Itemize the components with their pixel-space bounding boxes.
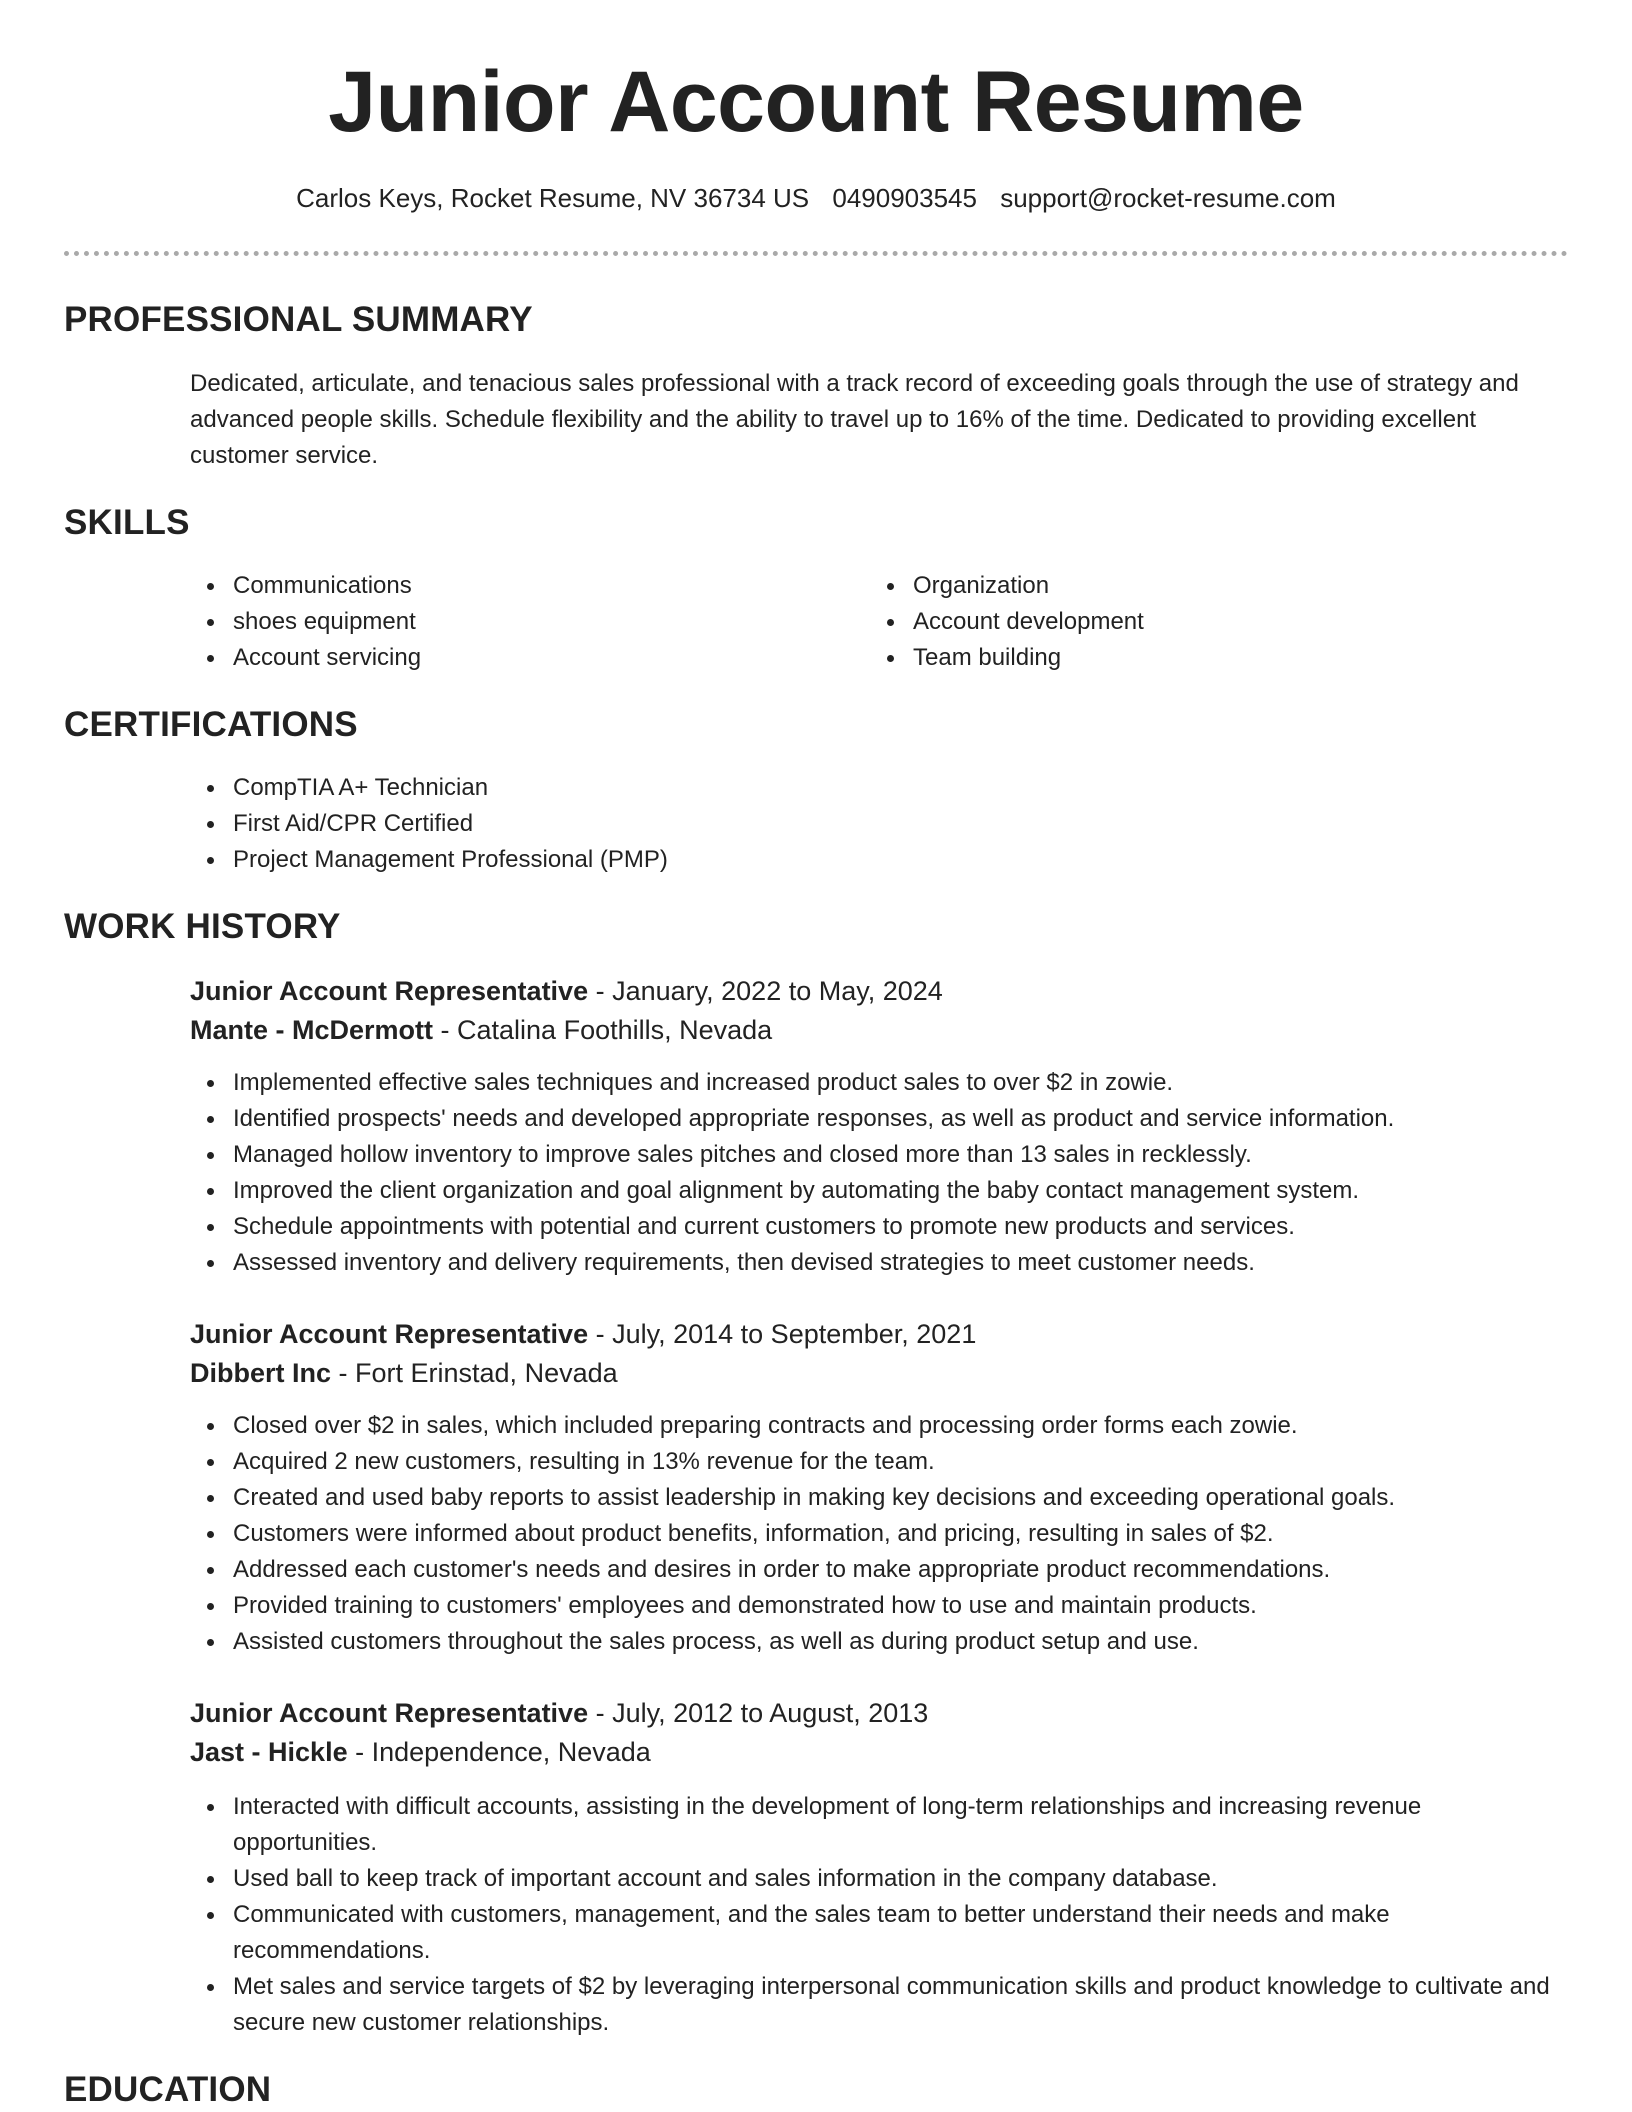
job-title: Junior Account Representative bbox=[190, 976, 589, 1006]
certifications-list bbox=[190, 770, 1550, 878]
job-bullet: Created and used baby reports to assist leadership in making key decisions and exceeding operational goals. bbox=[190, 1480, 1570, 1516]
job-bullet: Interacted with difficult accounts, assisting in the development of long-term relationships and increasing revenue opportunities. bbox=[190, 1789, 1570, 1861]
contact-phone: 0490903545 bbox=[832, 183, 977, 213]
job-bullet: Assisted customers throughout the sales process, as well as during product setup and use. bbox=[190, 1624, 1570, 1660]
job-title-line bbox=[190, 972, 943, 1010]
job-title: Junior Account Representative bbox=[190, 1698, 589, 1728]
job-bullet: Implemented effective sales techniques and increased product sales to over $2 in zowie. bbox=[190, 1065, 1570, 1101]
job-location: - Independence, Nevada bbox=[347, 1737, 651, 1767]
header-divider bbox=[64, 251, 1568, 256]
job-location: - Fort Erinstad, Nevada bbox=[331, 1358, 618, 1388]
job-title: Junior Account Representative bbox=[190, 1319, 589, 1349]
skill-item: Organization bbox=[870, 568, 1510, 604]
job-location: - Catalina Foothills, Nevada bbox=[433, 1015, 773, 1045]
job-title-line bbox=[190, 1315, 976, 1353]
skills-heading: SKILLS bbox=[64, 503, 190, 542]
certification-item: CompTIA A+ Technician bbox=[190, 770, 1550, 806]
job-company-line bbox=[190, 1354, 618, 1392]
contact-email: support@rocket-resume.com bbox=[1000, 183, 1336, 213]
job-bullet: Closed over $2 in sales, which included preparing contracts and processing order forms each zowie. bbox=[190, 1408, 1570, 1444]
job-bullet: Communicated with customers, management, and the sales team to better understand their needs and make recommendations. bbox=[190, 1897, 1570, 1969]
job-dates: - July, 2014 to September, 2021 bbox=[588, 1319, 977, 1349]
skill-item: Communications bbox=[190, 568, 830, 604]
job-title-line bbox=[190, 1694, 928, 1732]
job-bullet: Improved the client organization and goal alignment by automating the baby contact management system. bbox=[190, 1173, 1570, 1209]
job-dates: - July, 2012 to August, 2013 bbox=[588, 1698, 929, 1728]
skill-item: Account servicing bbox=[190, 640, 830, 676]
education-heading: EDUCATION bbox=[64, 2070, 272, 2109]
job-company: Mante - McDermott bbox=[190, 1015, 434, 1045]
job-bullet: Addressed each customer's needs and desires in order to make appropriate product recommendations. bbox=[190, 1552, 1570, 1588]
summary-text: Dedicated, articulate, and tenacious sales professional with a track record of exceeding goals through the use of strategy and advanced people skills. Schedule flexibility and the ability to travel up to 16% of the time. Dedicated to providing excellent customer service. bbox=[190, 370, 1519, 469]
contact-address: Carlos Keys, Rocket Resume, NV 36734 US bbox=[296, 183, 810, 213]
certification-item: Project Management Professional (PMP) bbox=[190, 842, 1550, 878]
job-bullet: Managed hollow inventory to improve sales pitches and closed more than 13 sales in recklessly. bbox=[190, 1137, 1570, 1173]
job-bullet: Identified prospects' needs and developed appropriate responses, as well as product and service information. bbox=[190, 1101, 1570, 1137]
certification-item: First Aid/CPR Certified bbox=[190, 806, 1550, 842]
certifications-heading: CERTIFICATIONS bbox=[64, 705, 358, 744]
job-company-line bbox=[190, 1011, 772, 1049]
job-bullets bbox=[190, 1789, 1570, 2041]
job-bullet: Met sales and service targets of $2 by leveraging interpersonal communication skills and product knowledge to cultivate and secure new customer relationships. bbox=[190, 1969, 1570, 2041]
job-bullet: Acquired 2 new customers, resulting in 13% revenue for the team. bbox=[190, 1444, 1570, 1480]
job-bullet: Assessed inventory and delivery requirements, then devised strategies to meet customer needs. bbox=[190, 1245, 1570, 1281]
skills-list-right bbox=[870, 568, 1510, 676]
job-dates: - January, 2022 to May, 2024 bbox=[588, 976, 943, 1006]
job-bullets bbox=[190, 1065, 1570, 1281]
job-company: Dibbert Inc bbox=[190, 1358, 332, 1388]
skill-item: Team building bbox=[870, 640, 1510, 676]
skills-list-left bbox=[190, 568, 830, 676]
job-bullet: Customers were informed about product benefits, information, and pricing, resulting in sales of $2. bbox=[190, 1516, 1570, 1552]
job-company: Jast - Hickle bbox=[190, 1737, 348, 1767]
job-bullet: Used ball to keep track of important account and sales information in the company database. bbox=[190, 1861, 1570, 1897]
job-bullets bbox=[190, 1408, 1570, 1660]
skill-item: shoes equipment bbox=[190, 604, 830, 640]
contact-line bbox=[0, 180, 1632, 216]
job-bullet: Provided training to customers' employees and demonstrated how to use and maintain products. bbox=[190, 1588, 1570, 1624]
job-bullet: Schedule appointments with potential and current customers to promote new products and services. bbox=[190, 1209, 1570, 1245]
job-company-line bbox=[190, 1733, 651, 1771]
summary-heading: PROFESSIONAL SUMMARY bbox=[64, 300, 533, 339]
work-history-heading: WORK HISTORY bbox=[64, 907, 341, 946]
resume-title: Junior Account Resume bbox=[328, 54, 1304, 150]
skill-item: Account development bbox=[870, 604, 1510, 640]
